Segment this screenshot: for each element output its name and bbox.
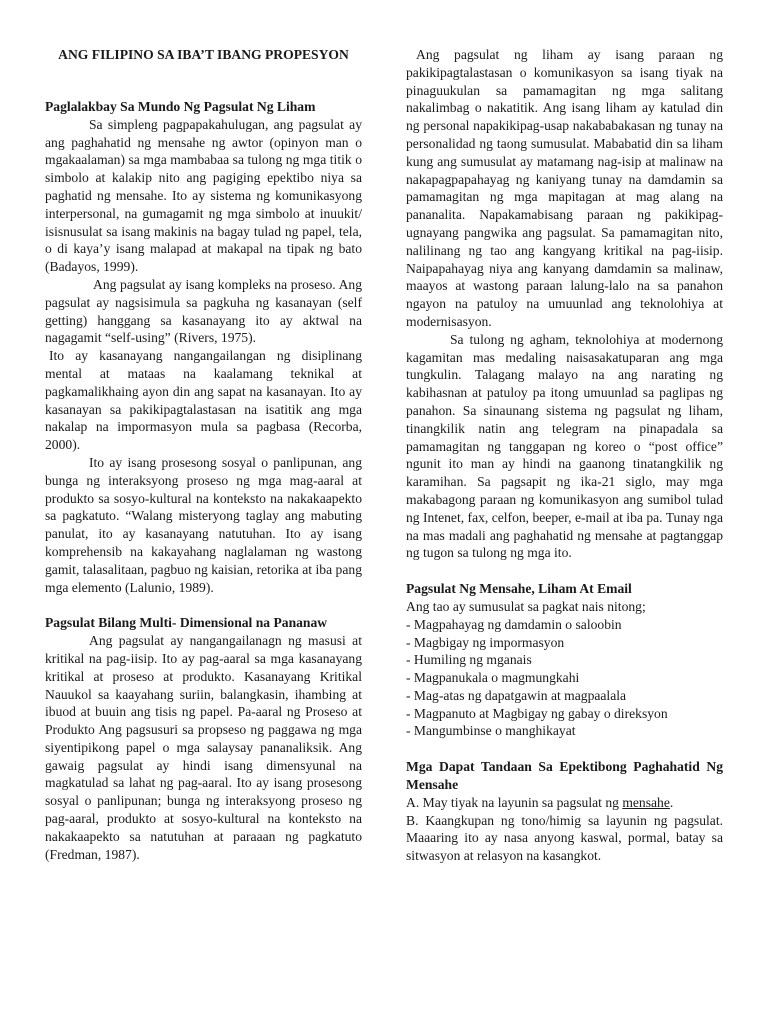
section-heading-multidimensional: Pagsulat Bilang Multi- Dimensional na Pananaw — [45, 615, 328, 631]
right-column — [406, 46, 723, 865]
list-item: - Magpanukala o magmungkahi — [406, 670, 580, 686]
list-item: - Magbigay ng impormasyon — [406, 634, 565, 650]
paragraph: Sa simpleng pagpapakahulugan, ang pagsulat ay ang paghahatid ng mensahe ng awtor (opinyon man o mgakaalaman) sa mga mambabaa sa tulong ng mga titik o simbolo at kalakip nito ang pagiging epektibo niya sa paghatid ng mensahe. Ito ay sistema ng komunikasyong interpersonal, na gumagamit ng mga simbolo at inuukit/ isisnusulat sa isang makinis na bagay tulad ng papel, tela, o di kaya’y isang malapad at makapal na tipak ng bato (Badayos, 1999). — [45, 116, 362, 275]
list-item: - Mangumbinse o manghikayat — [406, 723, 576, 739]
section-heading-liham: Paglalakbay Sa Mundo Ng Pagsulat Ng Liham — [45, 99, 316, 114]
left-column — [45, 46, 362, 863]
list-item: - Magpanuto at Magbigay ng gabay o direksyon — [406, 705, 668, 721]
paragraph: Ang pagsulat ay nangangailanagn ng masusi at kritikal na pag-iisip. Ito ay pag-aaral sa mga kasanayang kritikal at proseso at produkto. Kasanayang Kritikal Nauukol sa kaayahang suriin, balangkasin, ihambing at ibuod at buuin ang tisis ng papel. Pa-aaral ng Proseso at Produkto Ang pagsusuri sa propseso ng paggawa ng mga siyentipikong papel o mga salaysay pananaliksik. Ang gawaig pagsulat ay hindi isang dimensyunal na magkatulad sa lahat ng pag-aaral. Ito ay isang prosesong sosyal o panlipunan; bunga ng interaksyong proseso ng pag-aaral, produkto at sosyo-kultural na konteksto na nakakaapekto sa natutuhan at paraaan ng pagkatuto (Fredman, 1987). — [45, 633, 362, 862]
list-item: - Magpahayag ng damdamin o saloobin — [406, 616, 622, 632]
list-intro: Ang tao ay sumusulat sa pagkat nais nitong; — [406, 598, 646, 614]
paragraph: Sa tulong ng agham, teknolohiya at modernong kagamitan mas medaling naisasakatuparan ang mga tungkulin. Talagang malayo na ang narating ng kabihasnan at patuloy pa itong umuunlad sa paglipas ng panahon. Sa sinaunang sistema ng pagsulat ng liham, tinangkilik natin ang telegram na pinapadala sa pamamagitan ng tanggapan ng koreo o “post office” ngunit ito man ay hindi na gaanong tinatangkilik ng karamihan. Sa pagsapit ng ika-21 siglo, may mga makabagong paraan ng komunikasyon ang sumibol tulad ng Intenet, fax, celfon, beeper, e-mail at iba pa. Tunay nga na mas madali ang paghahatid ng mensahe at pagtanggap ng tugon sa tulong ng mga ito. — [406, 331, 723, 561]
point-a — [406, 794, 723, 812]
section-heading-mensahe: Pagsulat Ng Mensahe, Liham At Email — [406, 581, 632, 597]
section-heading-dapat-tandaan: Mga Dapat Tandaan Sa Epektibong Paghahatid Ng Mensahe — [406, 759, 723, 793]
list-item: - Humiling ng mganais — [406, 652, 532, 668]
paragraph: Ang pagsulat ng liham ay isang paraan ng pakikipagtalastasan o komunikasyon sa isang tiyak na pinaguukulan sa pamamagitan ng mga salitang nakalimbag o nakatitik. Ang isang liham ay katulad din ng personal napakikipag-usap nakababakasan ng tunay na personalidad ng taong sumusulat. Mababatid din sa liham kung ang sumusulat ay matamang nag-isip at malinaw na nakapagpapahayag ng kaniyang tunay na damdamin sa pamamagitan ng mga mapitagan at mag alang na pananalita. Napakamabisang paraan ng pakikipag-ugnayang pangwika ang pagsulat. Sa pamamagitan nito, nalilinang ng tao ang kangyang kritikal na pag-iisip. Naipapahayag niya ang kanyang damdamin sa malinaw, maayos at wastong paraan lalung-lalo na sa panahon ngayon na patuloy na umuunlad ang teknolohiya at modernisasyon. — [406, 47, 723, 329]
point-a-text: A. May tiyak na layunin sa pagsulat ng — [406, 794, 623, 810]
list-item: - Mag-atas ng dapatgawin at magpaalala — [406, 687, 627, 703]
page-title: ANG FILIPINO SA IBA’T IBANG PROPESYON — [58, 47, 349, 62]
paragraph: Ang pagsulat ay isang kompleks na proseso. Ang pagsulat ay nagsisimula sa pagkuha ng kasanayan (self getting) hanggang sa kasanayang ito ay aktwal na nagagamit “self-using” (Rivers, 1975). — [45, 276, 362, 346]
point-a-end: . — [669, 794, 674, 810]
paragraph: Ito ay kasanayang nangangailangan ng disiplinang mental at mataas na kaalamang teknikal at pagkamalikhaing ayon din ang sapat na kasanayan. Ito ay kasanayan sa pakikipagtalastasan na isatitik ang mga nakalap na impormasyon mula sa pagbasa (Recorba, 2000). — [45, 348, 362, 453]
paragraph: Ito ay isang prosesong sosyal o panlipunan, ang bunga ng interaksyong proseso ng mga mag-aaral at produkto sa sosyo-kultural na konteksto na nakakaapekto sa pagkatuto. “Walang misteryong taglay ang mabuting panulat, ito ay kasanayang natutuhan. Ito ay isang komprehensib na kakayahang naglalaman ng wastong gamit, talasalitaan, pagbuo ng kaisian, retorika at iba pang mga elemento (Lalunio, 1989). — [45, 454, 362, 595]
point-b: B. Kaangkupan ng tono/himig sa layunin ng pagsulat. Maaaring ito ay nasa anyong kaswal, pormal, batay sa sitwasyon at relasyon na kasangkot. — [406, 812, 723, 864]
mensahe-link[interactable]: mensahe — [622, 794, 670, 810]
